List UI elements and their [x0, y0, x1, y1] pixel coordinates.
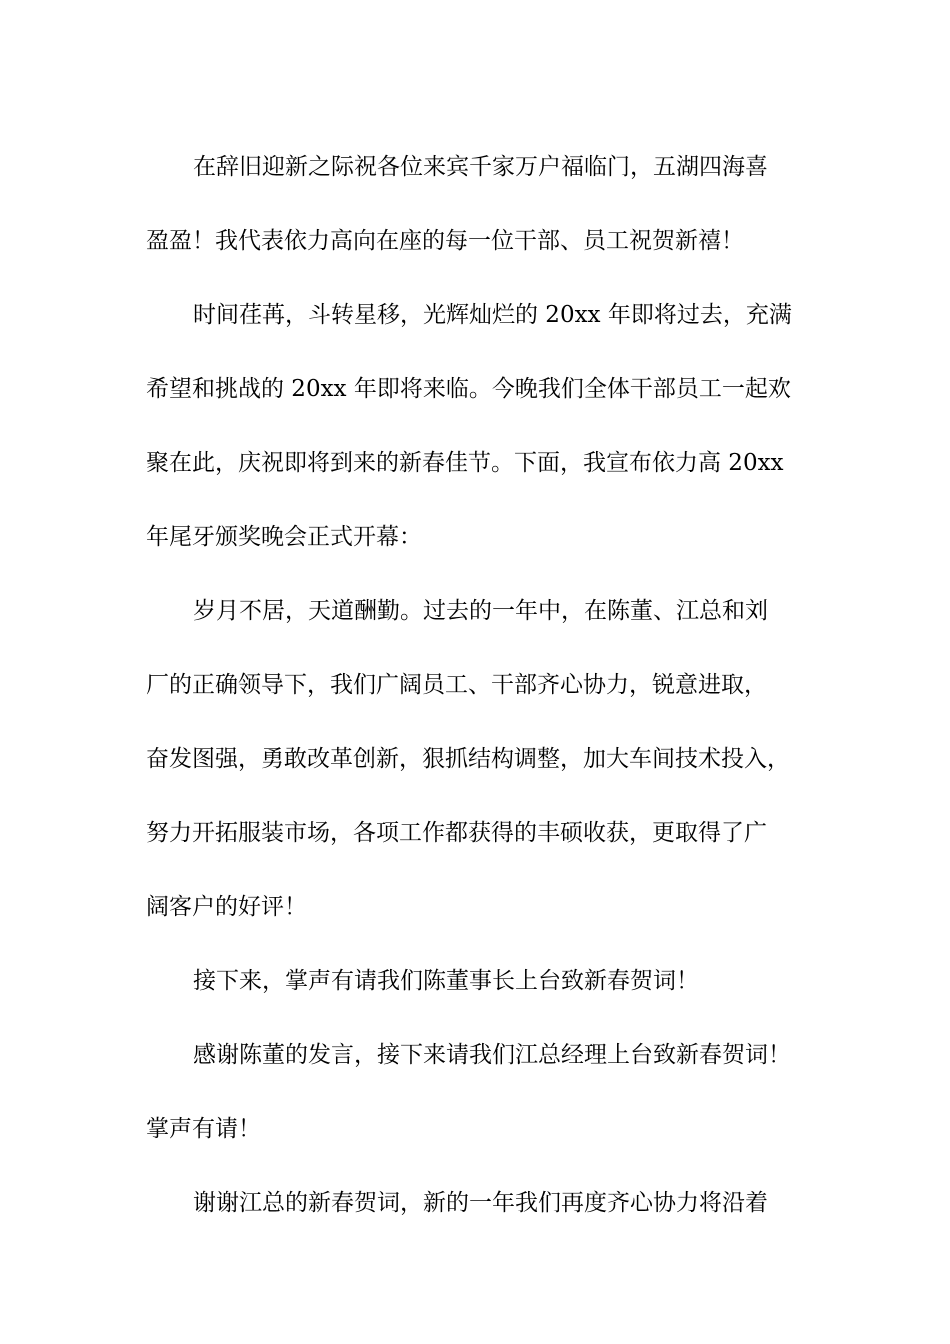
text-line: 谢谢江总的新春贺词，新的一年我们再度齐心协力将沿着 — [193, 1190, 768, 1216]
text-line: 厂的正确领导下，我们广阔员工、干部齐心协力，锐意进取， — [146, 672, 767, 698]
text-line: 阔客户的好评！ — [146, 894, 307, 920]
text-line: 聚在此，庆祝即将到来的新春佳节。下面，我宣布依力高 20xx — [146, 450, 784, 476]
text-line: 接下来，掌声有请我们陈董事长上台致新春贺词！ — [193, 968, 699, 994]
text-line: 感谢陈董的发言，接下来请我们江总经理上台致新春贺词！ — [193, 1042, 791, 1068]
text-line: 盈盈！我代表依力高向在座的每一位干部、员工祝贺新禧！ — [146, 228, 744, 254]
document-body — [146, 130, 836, 1240]
text-line: 岁月不居，天道酬勤。过去的一年中，在陈董、江总和刘 — [193, 598, 768, 624]
text-line: 时间荏苒，斗转星移，光辉灿烂的 20xx 年即将过去，充满 — [193, 302, 792, 328]
text-line: 年尾牙颁奖晚会正式开幕： — [146, 524, 422, 550]
text-line: 努力开拓服装市场，各项工作都获得的丰硕收获，更取得了广 — [146, 820, 767, 846]
text-line: 奋发图强，勇敢改革创新，狠抓结构调整，加大车间技术投入， — [146, 746, 790, 772]
text-line: 希望和挑战的 20xx 年即将来临。今晚我们全体干部员工一起欢 — [146, 376, 791, 402]
text-line: 在辞旧迎新之际祝各位来宾千家万户福临门，五湖四海喜 — [193, 154, 768, 180]
text-line: 掌声有请！ — [146, 1116, 261, 1142]
